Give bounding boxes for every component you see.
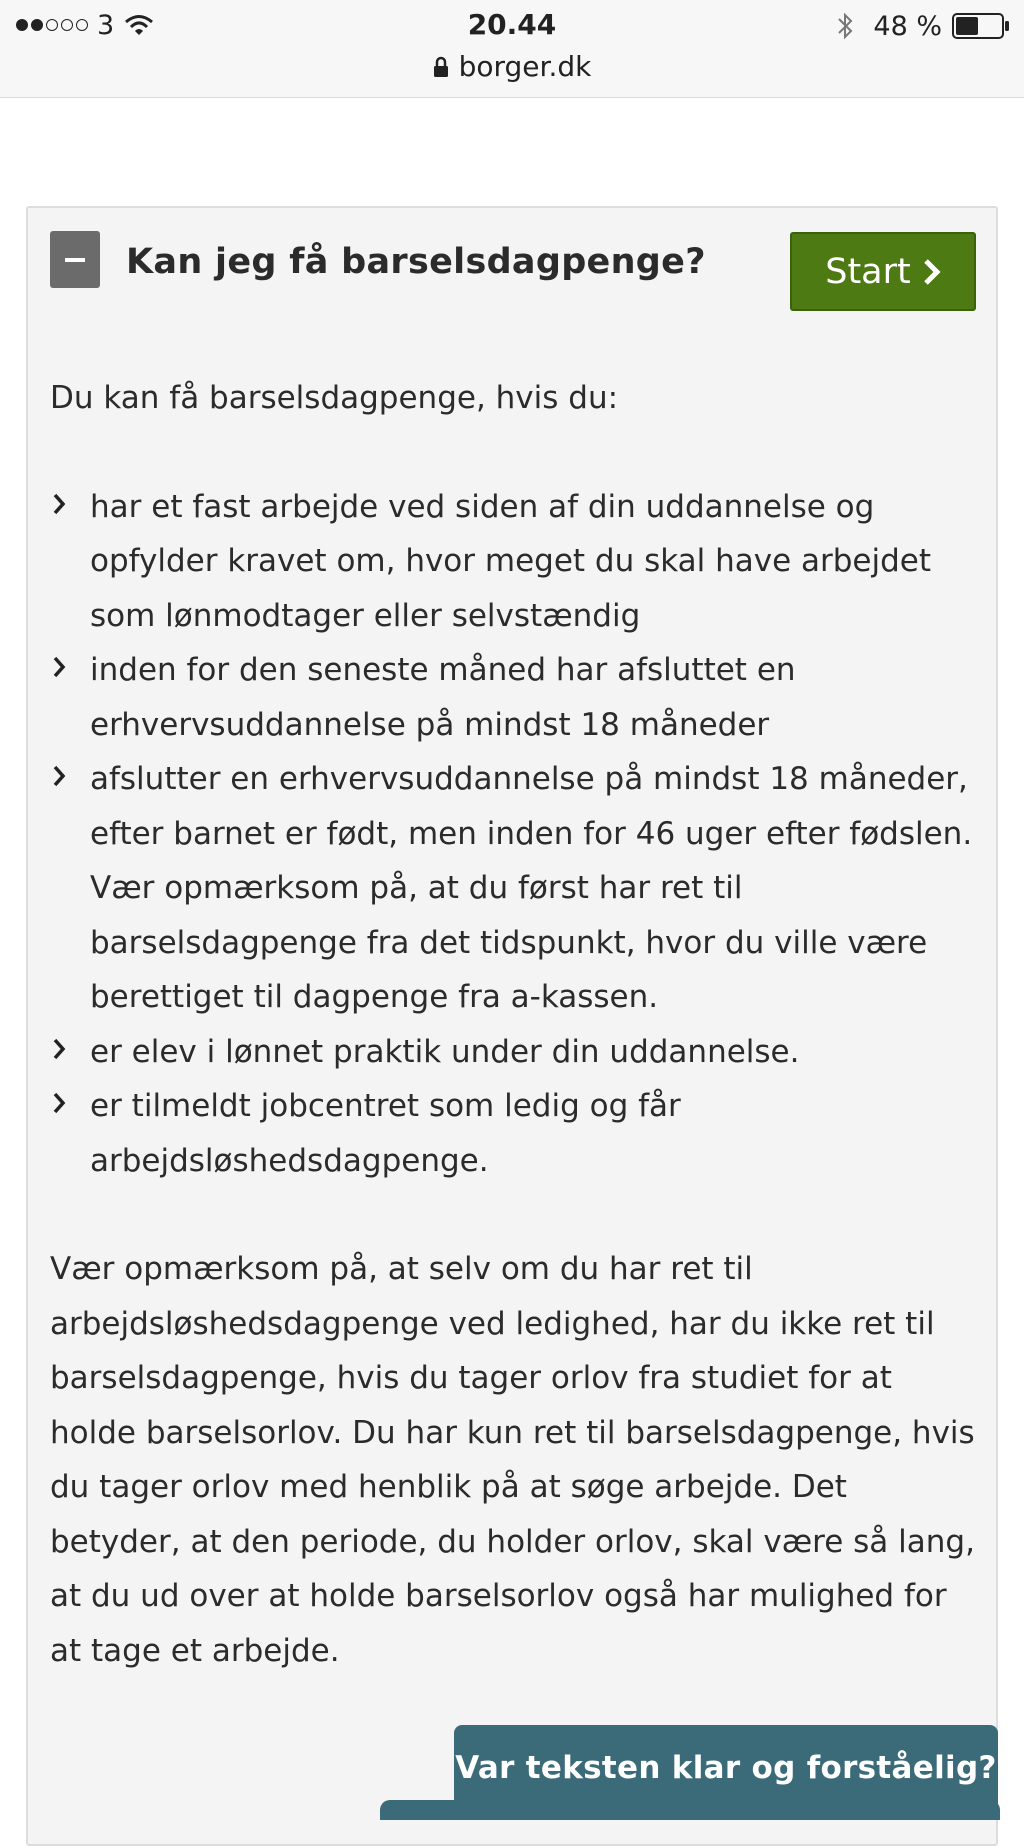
lock-icon [433,56,449,78]
carrier-name: 3 [97,9,115,41]
list-item-text: inden for den seneste måned har afsluttet en erhvervsuddannelse på mindst 18 måneder [90,652,796,743]
collapse-minus-icon[interactable] [50,231,100,288]
list-item [50,1025,980,1080]
note-text: Vær opmærksom på, at selv om du har ret til arbejdsløshedsdagpenge ved ledighed, har du ikke ret til barselsdagpenge, hvis du tager orlov fra studiet for at holde barselsorlov. Du har kun ret til barselsdagpenge, hvis du tager orlov med henblik på at søge arbejde. Det betyder, at den periode, du holder orlov, skal være så lang, at du ud over at holde barselsorlov også har mulighed for at tage et arbejde. [50,1251,975,1669]
url-text: borger.dk [458,50,592,83]
battery-percent: 48 % [873,10,942,42]
feedback-button[interactable]: Var teksten klar og forståelig? [454,1725,998,1810]
start-button-label: Start [825,251,911,292]
chevron-right-icon [923,258,941,286]
chevron-right-icon [52,655,66,679]
status-bar [0,0,1024,98]
chevron-right-icon [52,1091,66,1115]
faq-card [26,206,998,1846]
start-button[interactable] [790,232,976,311]
list-item-text: afslutter en erhvervsuddannelse på mindst 18 måneder, efter barnet er født, men inden for 46 uger efter fødslen. Vær opmærksom på, at du først har ret til barselsdagpenge fra det tidspunkt, hvor du ville være berettiget til dagpenge fra a-kassen. [90,761,973,1015]
address-bar[interactable] [0,50,1024,83]
list-item [50,1079,980,1188]
list-item [50,480,980,644]
list-item-text: er tilmeldt jobcentret som ledig og får arbejdsløshedsdagpenge. [90,1088,681,1179]
list-item [50,752,980,1025]
bluetooth-icon [835,11,855,41]
status-indicators [835,10,1010,42]
chevron-right-icon [52,1037,66,1061]
card-content [50,371,980,1678]
list-item-text: har et fast arbejde ved siden af din uddannelse og opfylder kravet om, hvor meget du skal have arbejdet som lønmodtager eller selvstændig [90,488,932,634]
chevron-right-icon [52,492,66,516]
requirements-list [50,480,980,1189]
intro-text: Du kan få barselsdagpenge, hvis du: [50,380,619,416]
list-item-text: er elev i lønnet praktik under din uddannelse. [90,1033,800,1070]
card-title[interactable]: Kan jeg få barselsdagpenge? [126,242,706,282]
clock: 20.44 [467,8,557,41]
list-item [50,643,980,752]
chevron-right-icon [52,764,66,788]
battery-icon [952,13,1010,39]
